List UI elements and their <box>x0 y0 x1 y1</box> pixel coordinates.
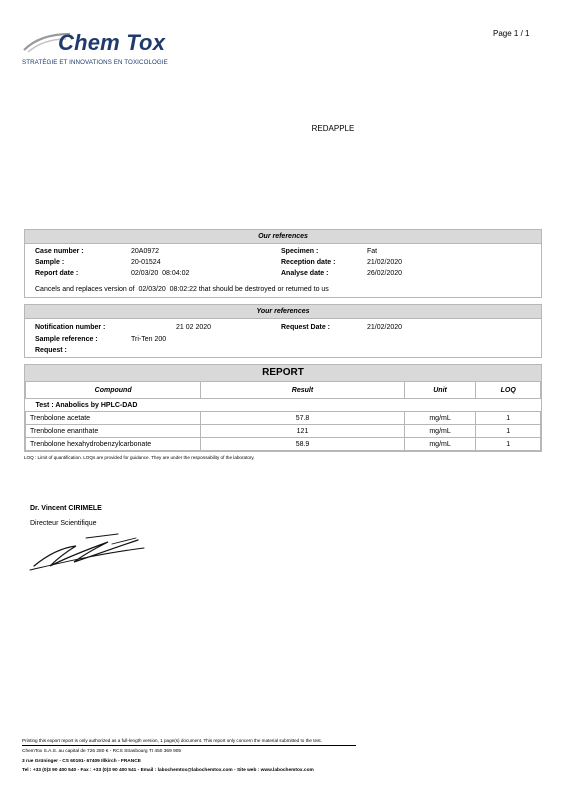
column-header-compound: Compound <box>26 382 201 399</box>
our-references-title: Our references <box>25 230 541 244</box>
sample-reference-value: Tri-Ten 200 <box>131 336 167 343</box>
footer-contact: Tel : +33 (0)3 90 400 540 - Fax : +33 (0)3 90 400 541 - Email : labochemtox@labochemtox.com - Site web : www.labochemtox.com <box>22 768 314 773</box>
notification-number-value: 21 02 2020 <box>176 324 212 331</box>
notification-number-label: Notification number : <box>35 324 106 331</box>
analyse-date-label: Analyse date : <box>281 270 329 277</box>
report-section <box>24 364 542 452</box>
reception-date-value: 21/02/2020 <box>367 259 403 266</box>
results-header-row <box>26 382 541 399</box>
table-row <box>26 425 541 438</box>
client-name: REDAPPLE <box>311 124 355 133</box>
sample-reference-label: Sample reference : <box>35 336 98 343</box>
loq-footnote: LOQ : Limit of quantification. LOQs are provided for guidance. They are under the responsability of the laboratory. <box>24 455 255 460</box>
your-references-title: Your references <box>25 305 541 319</box>
logo-text: Chem Tox <box>58 30 166 55</box>
case-number-label: Case number : <box>35 248 84 255</box>
table-row <box>26 412 541 425</box>
request-date-value: 21/02/2020 <box>367 324 403 331</box>
unit-cell: mg/mL <box>404 412 476 425</box>
footer-company: ChemTox S.A.S. au capital de 726 280 € - RCS Strasbourg TI 450 369 905 <box>22 749 182 754</box>
analyse-date-value: 26/02/2020 <box>367 270 403 277</box>
page-number: Page 1 / 1 <box>493 29 530 38</box>
request-date-label: Request Date : <box>281 324 331 331</box>
report-date-value: 02/03/20 08:04:02 <box>131 270 190 277</box>
compound-cell: Trenbolone acetate <box>26 412 201 425</box>
compound-cell: Trenbolone enanthate <box>26 425 201 438</box>
report-title: REPORT <box>25 365 541 382</box>
column-header-unit: Unit <box>404 382 476 399</box>
result-cell: 121 <box>201 425 404 438</box>
result-cell: 57.8 <box>201 412 404 425</box>
our-references-section <box>24 229 542 298</box>
results-table <box>25 382 541 451</box>
logo-tagline: STRATÉGIE ET INNOVATIONS EN TOXICOLOGIE <box>22 59 168 66</box>
signatory-name: Dr. Vincent CIRIMELE <box>30 505 102 512</box>
footer-address: 3 rue Grüninger - CS 60191- 67409 Illkirch - FRANCE <box>22 759 141 764</box>
test-label: Test : Anabolics by HPLC-DAD <box>26 399 541 412</box>
result-cell: 58.9 <box>201 438 404 451</box>
compound-cell: Trenbolone hexahydrobenzylcarbonate <box>26 438 201 451</box>
unit-cell: mg/mL <box>404 438 476 451</box>
loq-cell: 1 <box>476 412 541 425</box>
column-header-result: Result <box>201 382 404 399</box>
footer-divider <box>22 745 356 746</box>
cancels-note: Cancels and replaces version of 02/03/20 08:02:22 that should be destroyed or returned to us <box>35 286 329 293</box>
report-date-label: Report date : <box>35 270 79 277</box>
unit-cell: mg/mL <box>404 425 476 438</box>
footer-disclaimer: Printing this export report is only authorized as a full-length version, 1 page(s) document. This report only concern the material submitted to the test. <box>22 738 322 743</box>
specimen-value: Fat <box>367 248 378 255</box>
sample-value: 20-01524 <box>131 259 161 266</box>
sample-label: Sample : <box>35 259 65 266</box>
column-header-loq: LOQ <box>476 382 541 399</box>
loq-cell: 1 <box>476 425 541 438</box>
reception-date-label: Reception date : <box>281 259 336 266</box>
specimen-label: Specimen : <box>281 248 319 255</box>
case-number-value: 20A0972 <box>131 248 160 255</box>
loq-cell: 1 <box>476 438 541 451</box>
table-row <box>26 438 541 451</box>
signatory-title: Directeur Scientifique <box>30 520 97 527</box>
request-label: Request : <box>35 347 67 354</box>
test-group-row <box>26 399 541 412</box>
your-references-section <box>24 304 542 358</box>
handwritten-signature <box>26 530 151 574</box>
